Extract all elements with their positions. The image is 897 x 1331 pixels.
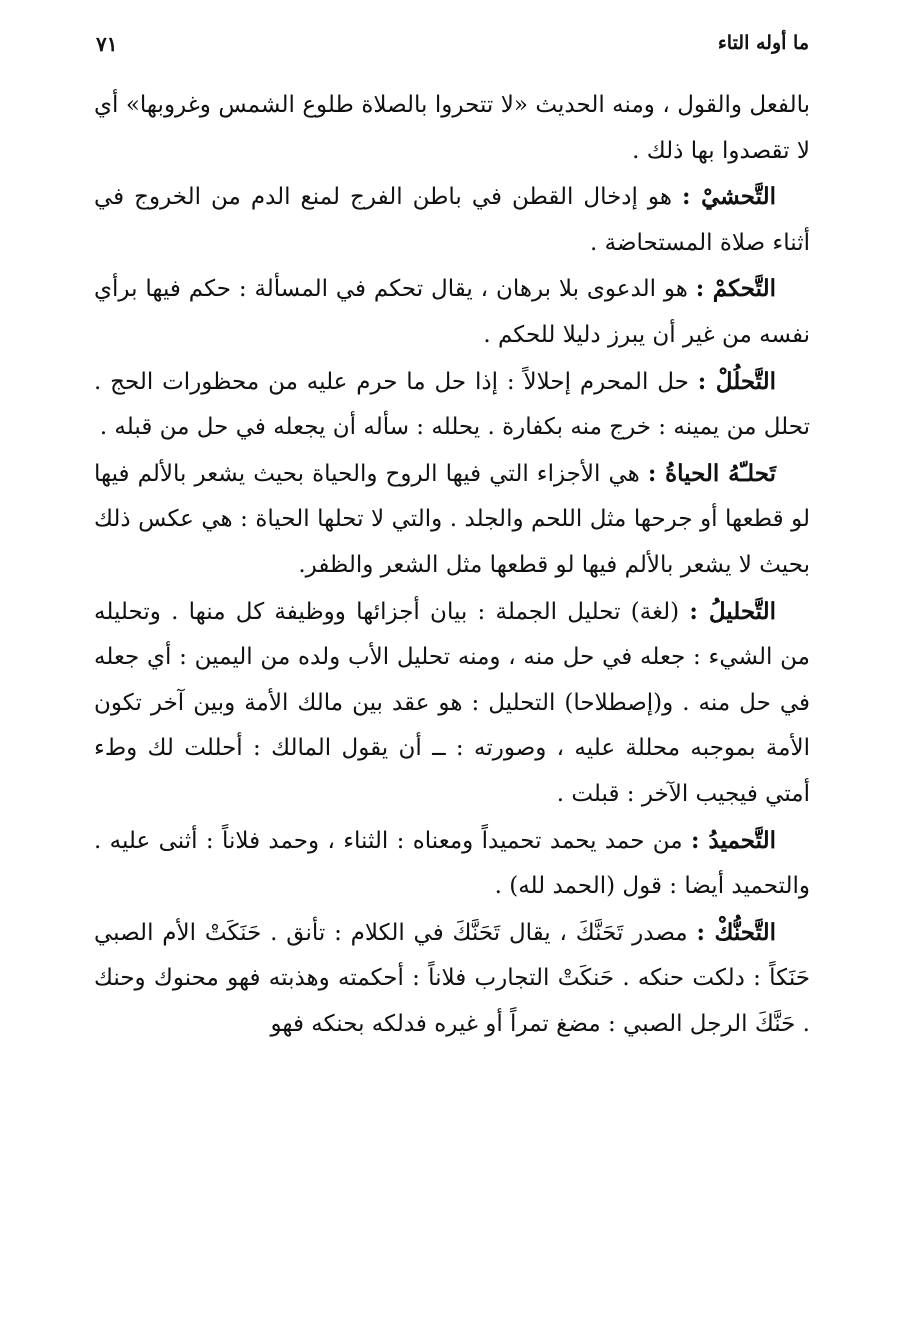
running-head: ما أوله التاء: [717, 32, 809, 54]
entry-definition: (لغة) تحليل الجملة : بيان أجزائها ووظيفة كل منها . وتحليله من الشيء : جعله في حل منه ، ومنه تحليل الأب ولده من اليمين : أي جعله في حل منه . و(إصطلاحا) التحليل : هو عقد بين مالك الأمة وبين آخر تكون الأمة بموجبه محللة عليه ، وصورته : ــ أن يقول المالك : أحللت لك وطء أمتي فيجيب الآخر : قبلت .: [94, 598, 810, 807]
dictionary-entry-tahallul: [94, 359, 810, 451]
page-header: [96, 32, 809, 62]
entry-definition: من حمد يحمد تحميداً ومعناه : الثناء ، وحمد فلاناً : أثنى عليه . والتحميد أيضا : قول (الحمد لله) .: [94, 827, 810, 900]
entry-term: التَّحكمْ :: [695, 275, 776, 303]
entry-definition: بالفعل والقول ، ومنه الحديث «لا تتحروا بالصلاة طلوع الشمس وغروبها» أي لا تقصدوا بها ذلك .: [94, 92, 810, 164]
dictionary-entry-tahashshi: [94, 174, 810, 266]
entry-term: التَّحميدُ :: [690, 826, 776, 854]
dictionary-entry-tahakkum: [94, 266, 810, 358]
entry-term: التَّحنُّكْ :: [696, 918, 776, 946]
continued-paragraph: [94, 82, 810, 174]
entry-term: التَّحليلُ :: [689, 597, 777, 625]
body-text: [94, 82, 810, 1047]
entry-definition: مصدر تَحَنَّكَ ، يقال تَحَنَّكَ في الكلام : تأنق . حَنَكَتْ الأم الصبي حَنَكاً : دلكت حنكه . حَنكَتْ التجارب فلاناً : أحكمته وهذبته فهو محنوك وحنك . حَنَّكَ الرجل الصبي : مضغ تمراً أو غيره فدلكه بحنكه فهو: [94, 919, 810, 1037]
entry-definition: هو الدعوى بلا برهان ، يقال تحكم في المسألة : حكم فيها برأي نفسه من غير أن يبرز دليلا للحكم .: [94, 276, 810, 348]
entry-definition: حل المحرم إحلالاً : إذا حل ما حرم عليه من محظورات الحج . تحلل من يمينه : خرج منه بكفارة . يحلله : سأله أن يجعله في حل من قبله .: [94, 368, 810, 441]
dictionary-entry-tahilluhu-al-hayat: [94, 451, 810, 589]
entry-term: تَحلـّهُ الحياةُ :: [647, 459, 777, 487]
dictionary-entry-tahlil: [94, 589, 810, 818]
entry-definition: هو إدخال القطن في باطن الفرج لمنع الدم من الخروج في أثناء صلاة المستحاضة .: [94, 184, 810, 256]
entry-term: التَّحلُلْ :: [697, 367, 776, 395]
dictionary-entry-tahmid: [94, 818, 810, 910]
page-number: ٧١: [96, 32, 118, 56]
dictionary-entry-tahannuk: [94, 910, 810, 1048]
entry-definition: هي الأجزاء التي فيها الروح والحياة بحيث يشعر بالألم فيها لو قطعها أو جرحها مثل اللحم والجلد . والتي لا تحلها الحياة : هي عكس ذلك بحيث لا يشعر بالألم فيها لو قطعها مثل الشعر والظفر.: [94, 460, 810, 578]
entry-term: التَّحشيْ :: [681, 183, 776, 211]
